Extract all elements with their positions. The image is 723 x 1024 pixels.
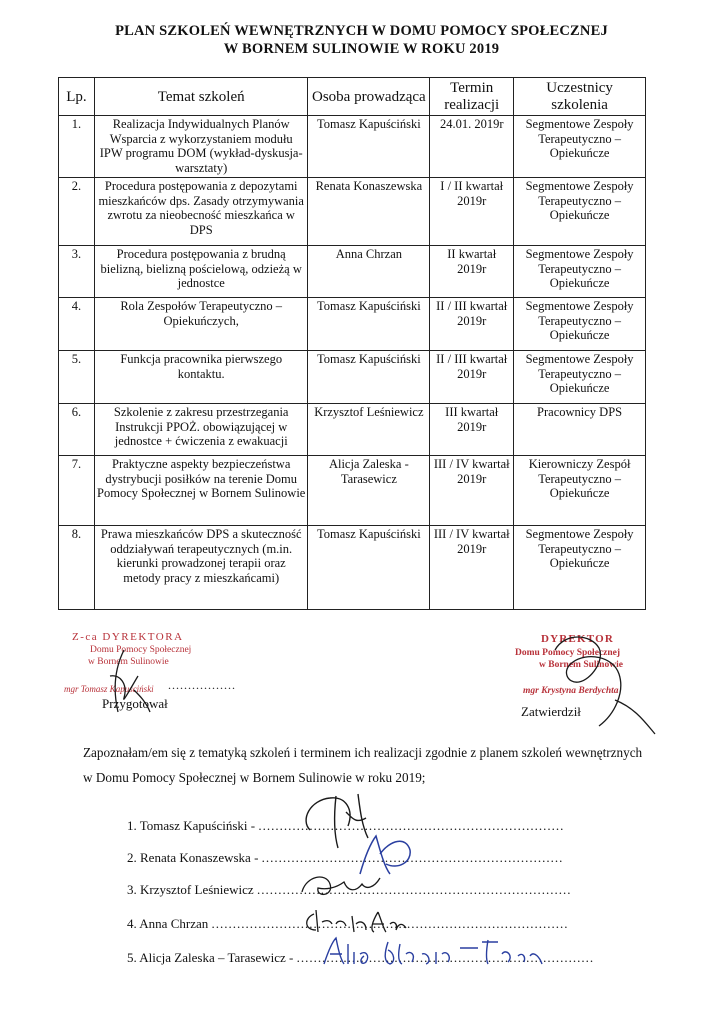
cell-lp: 4. [59,298,95,351]
table-row [59,246,646,298]
cell-person: Tomasz Kapuściński [308,298,430,351]
stamp-right-line2: Domu Pomocy Społecznej [515,648,621,658]
cell-person: Alicja Zaleska - Tarasewicz [308,456,430,526]
table-row [59,116,646,178]
cell-topic: Praktyczne aspekty bezpieczeństwa dystrybucji posiłków na terenie Domu Pomocy Społecznej w Bornem Sulinowie [94,456,308,526]
signatory-row [127,882,647,898]
approved-label: Zatwierdził [521,704,581,719]
signatory-number: 1. [127,818,137,833]
table-row [59,456,646,526]
signatory-number: 3. [127,882,137,897]
prepared-by-block [64,632,254,722]
stamp-left-title: Z-ca DYREKTORA [72,631,184,643]
prepared-label: Przygotował [102,696,168,711]
signature-prepared [94,646,154,718]
signature-line: ........................................................................ [258,818,565,833]
cell-term: 24.01. 2019r [430,116,514,178]
signatory-number: 2. [127,850,137,865]
cell-lp: 8. [59,526,95,610]
acknowledgement-text: Zapoznałam/em się z tematyką szkoleń i terminem ich realizacji zgodnie z planem szkoleń wewnętrznych w Domu Pomocy Społecznej w Bornem Sulinowie w roku 2019; [83,745,643,785]
cell-topic: Rola Zespołów Terapeutyczno – Opiekuńczych, [94,298,308,351]
signatory-name: Renata Konaszewska - [140,850,259,865]
cell-topic: Prawa mieszkańców DPS a skuteczność oddziaływań terapeutycznych (m.in. kierunki prowadzonej terapii oraz metody pracy z mieszkańcami) [94,526,308,610]
cell-topic: Funkcja pracownika pierwszego kontaktu. [94,351,308,404]
table-row [59,298,646,351]
cell-term: II / III kwartał 2019r [430,298,514,351]
signature-line: ....................................................................... [261,850,564,865]
header-participants: Uczestnicy szkolenia [514,78,646,116]
document-title [0,22,723,58]
signature-3 [296,868,386,902]
signature-approved [495,630,665,740]
stamp-left-name: mgr Tomasz Kapuściński [64,684,154,694]
cell-term: III kwartał 2019r [430,404,514,456]
stamp-right-name: mgr Krystyna Berdychta [523,686,619,696]
signatory-name: Anna Chrzan [139,916,209,931]
signatory-name: Tomasz Kapuściński - [139,818,256,833]
cell-participants: Pracownicy DPS [514,404,646,456]
cell-participants: Segmentowe Zespoły Terapeutyczno – Opiekuńcze [514,351,646,404]
cell-participants: Segmentowe Zespoły Terapeutyczno – Opiekuńcze [514,116,646,178]
header-topic: Temat szkoleń [94,78,308,116]
header-term: Termin realizacji [430,78,514,116]
stamp-left-line3: w Bornem Sulinowie [88,657,169,667]
cell-lp: 5. [59,351,95,404]
cell-person: Anna Chrzan [308,246,430,298]
cell-term: III / IV kwartał 2019r [430,526,514,610]
cell-lp: 7. [59,456,95,526]
table-header-row [59,78,646,116]
cell-lp: 1. [59,116,95,178]
signatory-name: Alicja Zaleska – Tarasewicz - [139,950,294,965]
approved-by-block [495,630,660,740]
cell-person: Krzysztof Leśniewicz [308,404,430,456]
table-row [59,178,646,246]
cell-term: III / IV kwartał 2019r [430,456,514,526]
stamp-right-title: DYREKTOR [541,633,614,645]
cell-lp: 2. [59,178,95,246]
signature-line: ...................................................................... [296,950,595,965]
signatory-number: 5. [127,950,137,965]
signatory-name: Krzysztof Leśniewicz [140,882,254,897]
cell-lp: 6. [59,404,95,456]
cell-participants: Segmentowe Zespoły Terapeutyczno – Opiekuńcze [514,246,646,298]
signature-5 [318,934,548,970]
cell-term: II / III kwartał 2019r [430,351,514,404]
cell-participants: Segmentowe Zespoły Terapeutyczno – Opiekuńcze [514,298,646,351]
cell-topic: Realizacja Indywidualnych Planów Wsparcia z wykorzystaniem modułu IPW programu DOM (wykład-dyskusja-warsztaty) [94,116,308,178]
cell-topic: Procedura postępowania z depozytami mieszkańców dps. Zasady otrzymywania zwrotu za nieobecność mieszkańca w DPS [94,178,308,246]
stamp-right-line3: w Bornem Sulinowie [539,660,623,670]
table-row [59,351,646,404]
cell-person: Tomasz Kapuściński [308,351,430,404]
signature-line: .................................................................................... [211,916,569,931]
cell-person: Renata Konaszewska [308,178,430,246]
stamp-left-line2: Domu Pomocy Społecznej [90,645,192,655]
signature-line: .......................................................................... [256,882,572,897]
cell-participants: Segmentowe Zespoły Terapeutyczno – Opiekuńcze [514,178,646,246]
cell-topic: Procedura postępowania z brudną bielizną, bielizną pościelową, odzieżą w jednostce [94,246,308,298]
prepared-dots: ................. [168,678,236,692]
signature-4 [300,902,410,936]
table-row [59,404,646,456]
cell-term: II kwartał 2019r [430,246,514,298]
signatory-number: 4. [127,916,137,931]
title-line-1: PLAN SZKOLEŃ WEWNĘTRZNYCH W DOMU POMOCY SPOŁECZNEJ [115,23,608,39]
cell-participants: Segmentowe Zespoły Terapeutyczno – Opiekuńcze [514,526,646,610]
cell-lp: 3. [59,246,95,298]
cell-term: I / II kwartał 2019r [430,178,514,246]
cell-person: Tomasz Kapuściński [308,116,430,178]
table-row [59,526,646,610]
cell-topic: Szkolenie z zakresu przestrzegania Instrukcji PPOŻ. obowiązującej w jednostce + ćwiczenia z ewakuacji [94,404,308,456]
cell-person: Tomasz Kapuściński [308,526,430,610]
cell-participants: Kierowniczy Zespół Terapeutyczno – Opiekuńcze [514,456,646,526]
training-plan-table [58,77,646,610]
title-line-2: W BORNEM SULINOWIE W ROKU 2019 [223,41,500,57]
header-lp: Lp. [59,78,95,116]
header-person: Osoba prowadząca [308,78,430,116]
